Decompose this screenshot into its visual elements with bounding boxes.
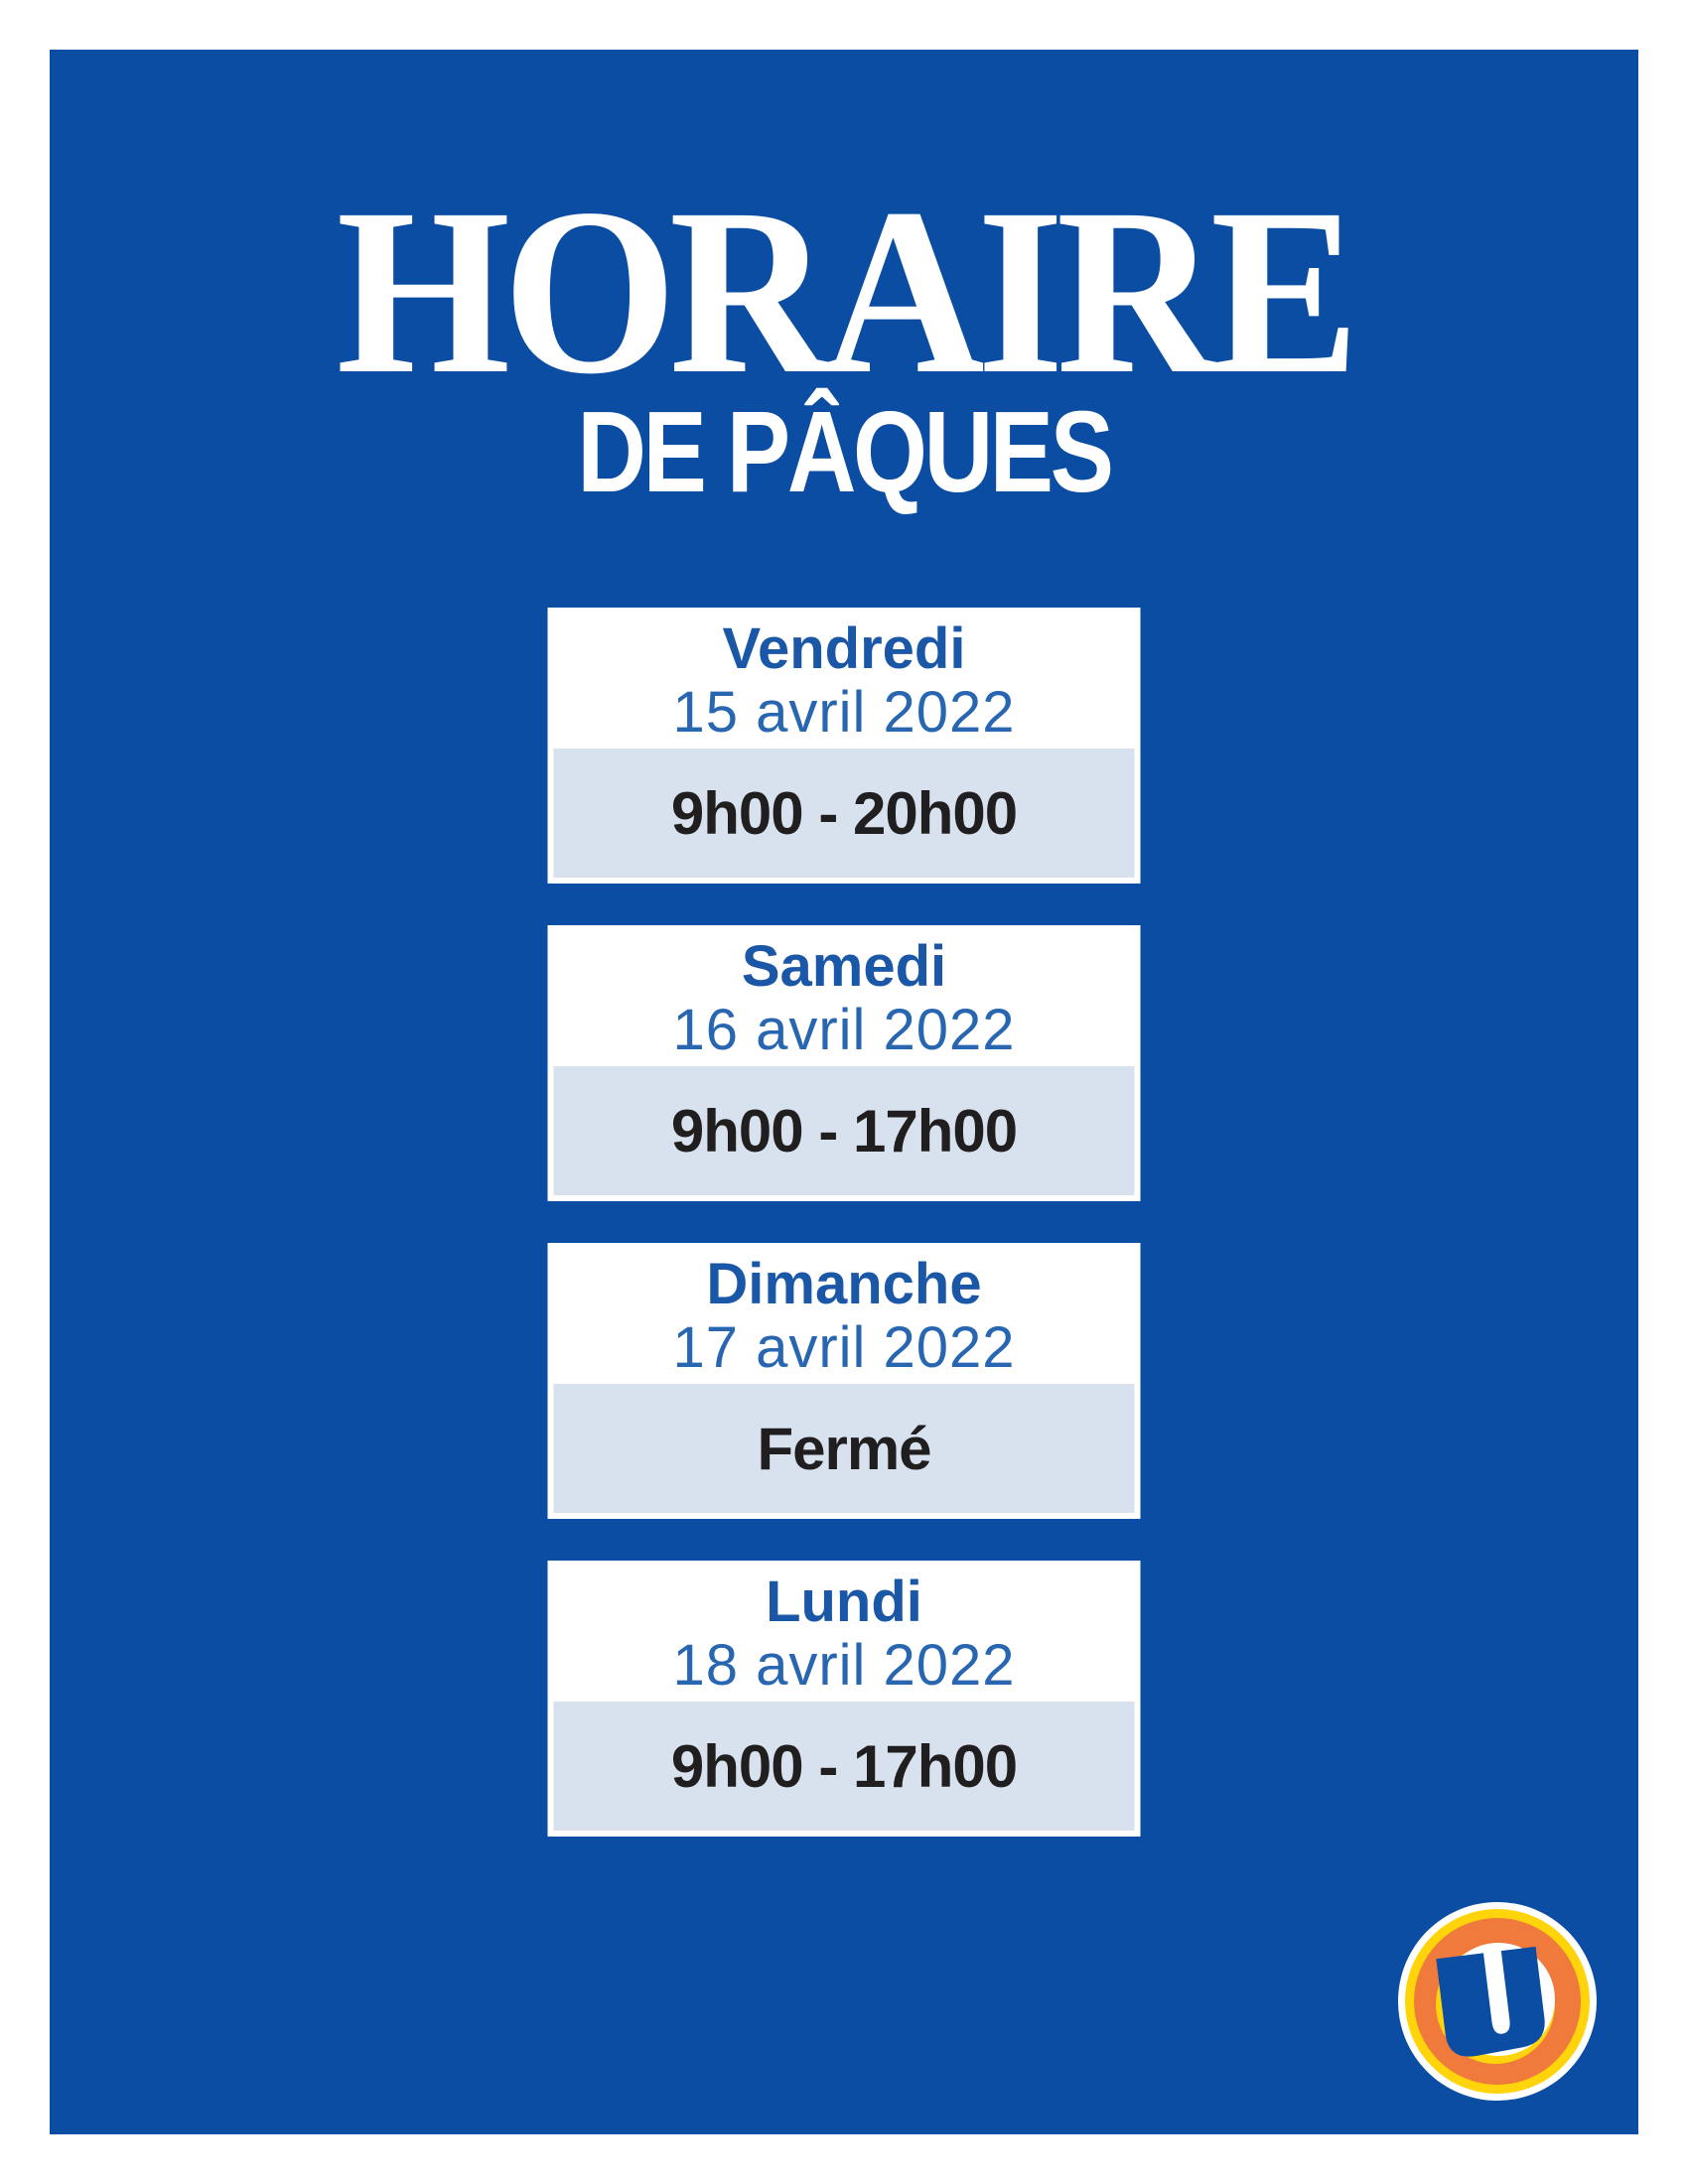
date-label: 18 avril 2022	[672, 1632, 1016, 1698]
day-label: Lundi	[766, 1569, 922, 1634]
schedule-card-dimanche	[548, 1243, 1141, 1519]
card-body	[548, 1384, 1141, 1519]
date-label: 16 avril 2022	[672, 997, 1016, 1062]
hours-label: 9h00 - 17h00	[670, 1097, 1018, 1164]
date-label: 15 avril 2022	[672, 679, 1016, 745]
hours-label: 9h00 - 17h00	[670, 1732, 1018, 1800]
card-body	[548, 1066, 1141, 1201]
schedule-card-vendredi	[548, 608, 1141, 884]
card-body	[548, 749, 1141, 884]
date-label: 17 avril 2022	[672, 1314, 1016, 1380]
card-header	[548, 1561, 1141, 1702]
card-body	[548, 1702, 1141, 1837]
day-label: Samedi	[741, 933, 947, 999]
hours-label: 9h00 - 20h00	[670, 779, 1018, 847]
card-header	[548, 925, 1141, 1066]
card-header	[548, 1243, 1141, 1384]
poster-background	[50, 50, 1638, 2134]
schedule-card-lundi	[548, 1561, 1141, 1837]
poster-subtitle: DE PÂQUES	[577, 387, 1111, 516]
schedule-card-samedi	[548, 925, 1141, 1201]
card-header	[548, 608, 1141, 749]
schedule-list	[548, 608, 1141, 1837]
day-label: Vendredi	[722, 615, 966, 681]
hours-label: Fermé	[757, 1415, 931, 1482]
poster-title: HORAIRE	[336, 159, 1352, 423]
u-logo-icon	[1393, 1897, 1602, 2106]
day-label: Dimanche	[706, 1251, 982, 1316]
